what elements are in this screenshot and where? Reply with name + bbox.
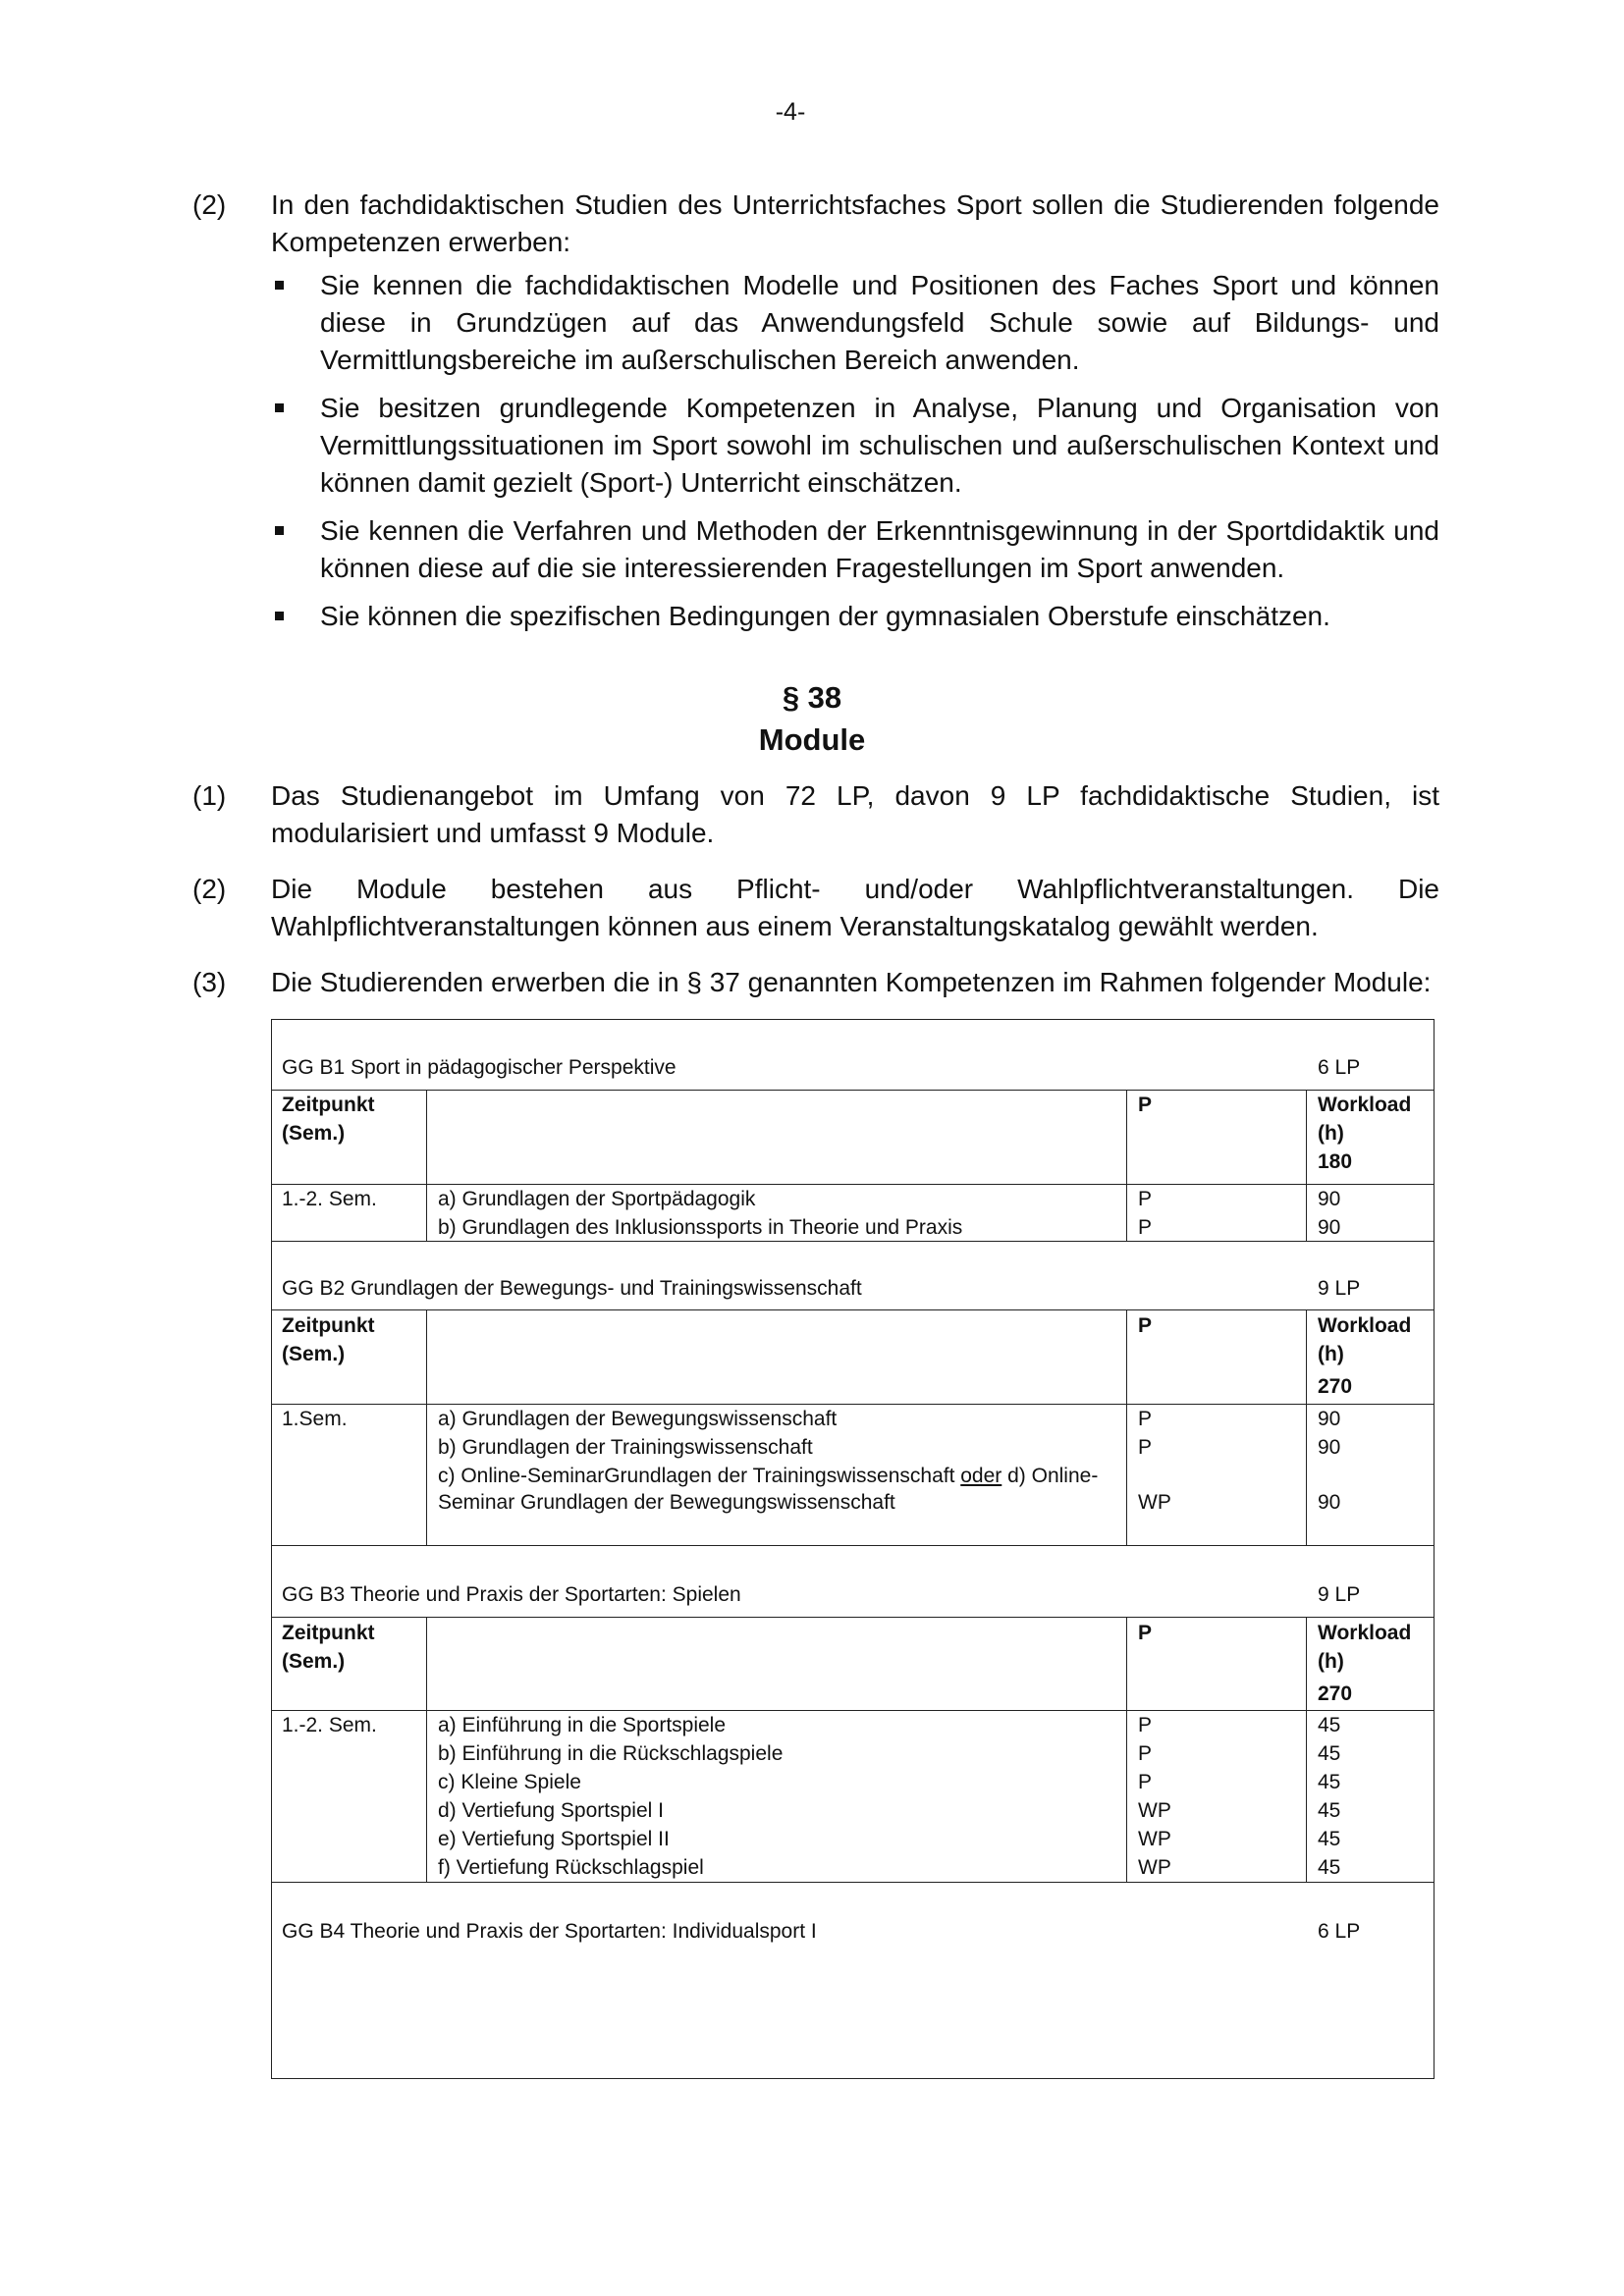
module-title: GG B3 Theorie und Praxis der Sportarten: Spielen <box>282 1583 741 1606</box>
list-item <box>271 512 1439 587</box>
divider <box>1306 1309 1307 1545</box>
hours-cell: 45 <box>1318 1856 1341 1879</box>
hours-cell: 45 <box>1318 1799 1341 1822</box>
divider <box>426 1090 427 1241</box>
paragraph-3 <box>192 964 1439 1001</box>
divider <box>1306 1617 1307 1829</box>
type-cell: P <box>1138 1771 1153 1793</box>
divider <box>1306 1090 1307 1241</box>
header-zeitpunkt: Zeitpunkt <box>282 1314 375 1337</box>
type-cell: WP <box>1138 1491 1171 1514</box>
workload-total: 270 <box>1318 1375 1353 1398</box>
paragraph-text: Die Studierenden erwerben die in § 37 genannten Kompetenzen im Rahmen folgender Module: <box>271 967 1432 997</box>
bullet-square-icon <box>275 612 284 620</box>
header-semester: (Sem.) <box>282 1343 346 1365</box>
course-cell: c) Kleine Spiele <box>438 1771 581 1793</box>
type-cell: P <box>1138 1742 1153 1765</box>
header-p: P <box>1138 1094 1153 1116</box>
divider <box>1306 1829 1307 1882</box>
workload-total: 270 <box>1318 1682 1353 1705</box>
course-cell: e) Vertiefung Sportspiel II <box>438 1828 670 1850</box>
module-credits: 6 LP <box>1318 1056 1361 1079</box>
hours-cell: 45 <box>1318 1828 1341 1850</box>
paragraph-number: (2) <box>192 189 227 220</box>
type-cell: WP <box>1138 1856 1171 1879</box>
hours-cell: 90 <box>1318 1408 1341 1430</box>
course-cell: f) Vertiefung Rückschlagspiel <box>438 1856 704 1879</box>
paragraph-intro: In den fachdidaktischen Studien des Unterrichtsfaches Sport sollen die Studierenden folgende Kompetenzen erwerben: <box>271 189 1439 257</box>
type-cell: P <box>1138 1408 1153 1430</box>
module-credits: 6 LP <box>1318 1920 1361 1943</box>
course-cell: Seminar Grundlagen der Bewegungswissenschaft <box>438 1491 895 1514</box>
module-table <box>271 1019 1435 2079</box>
divider <box>272 1617 1434 1618</box>
header-hours: (h) <box>1318 1343 1344 1365</box>
list-item-text: Sie können die spezifischen Bedingungen der gymnasialen Oberstufe einschätzen. <box>320 601 1330 631</box>
hours-cell: 45 <box>1318 1714 1341 1736</box>
bullet-square-icon <box>275 281 284 290</box>
course-cell: d) Vertiefung Sportspiel I <box>438 1799 664 1822</box>
divider <box>272 1882 1434 1883</box>
type-cell: WP <box>1138 1799 1171 1822</box>
course-text: c) Online-SeminarGrundlagen der Trainingswissenschaft <box>438 1465 961 1487</box>
paragraph-text: Die Module bestehen aus Pflicht- und/oder Wahlpflichtveranstaltungen. Die Wahlpflichtveranstaltungen können aus einem Veranstaltungskatalog gewählt werden. <box>271 874 1439 941</box>
course-cell: b) Einführung in die Rückschlagspiele <box>438 1742 784 1765</box>
divider <box>272 1090 1434 1091</box>
course-text: d) Online- <box>1001 1465 1099 1487</box>
paragraph-1 <box>192 777 1439 852</box>
course-text-oder: oder <box>960 1465 1002 1487</box>
module-credits: 9 LP <box>1318 1583 1361 1606</box>
workload-total: 180 <box>1318 1150 1353 1173</box>
course-cell: a) Grundlagen der Sportpädagogik <box>438 1188 756 1210</box>
bullet-square-icon <box>275 403 284 412</box>
semester-cell: 1.-2. Sem. <box>282 1188 377 1210</box>
type-cell: P <box>1138 1436 1153 1459</box>
course-cell: b) Grundlagen der Trainingswissenschaft <box>438 1436 813 1459</box>
divider <box>426 1829 427 1882</box>
paragraph-number: (2) <box>192 874 227 904</box>
bullet-square-icon <box>275 526 284 535</box>
list-item-text: Sie kennen die Verfahren und Methoden der Erkenntnisgewinnung in der Sportdidaktik und können diese auf die sie interessierenden Fragestellungen im Sport anwenden. <box>320 515 1439 583</box>
type-cell: P <box>1138 1188 1153 1210</box>
module-title: GG B2 Grundlagen der Bewegungs- und Trainingswissenschaft <box>282 1277 862 1300</box>
module-credits: 9 LP <box>1318 1277 1361 1300</box>
divider <box>272 1241 1434 1242</box>
list-item-text: Sie besitzen grundlegende Kompetenzen in Analyse, Planung und Organisation von Vermittlungssituationen im Sport sowohl im schulischen und außerschulischen Kontext und können damit gezielt (Sport-) Unterricht einschätzen. <box>320 393 1439 498</box>
divider <box>1126 1090 1127 1241</box>
header-workload: Workload <box>1318 1622 1412 1644</box>
hours-cell: 90 <box>1318 1216 1341 1239</box>
header-workload: Workload <box>1318 1314 1412 1337</box>
hours-cell: 45 <box>1318 1771 1341 1793</box>
paragraph-number: (1) <box>192 780 227 811</box>
module-title: GG B1 Sport in pädagogischer Perspektive <box>282 1056 677 1079</box>
course-cell: a) Grundlagen der Bewegungswissenschaft <box>438 1408 838 1430</box>
list-item <box>271 390 1439 502</box>
semester-cell: 1.-2. Sem. <box>282 1714 377 1736</box>
type-cell: WP <box>1138 1828 1171 1850</box>
section-title: Module <box>758 722 866 757</box>
page-number: -4- <box>775 98 806 126</box>
hours-cell: 45 <box>1318 1742 1341 1765</box>
type-cell: P <box>1138 1714 1153 1736</box>
course-cell: b) Grundlagen des Inklusionssports in Theorie und Praxis <box>438 1216 963 1239</box>
competence-list <box>271 267 1439 635</box>
divider <box>1126 1309 1127 1545</box>
section-number: § 38 <box>782 680 842 715</box>
header-hours: (h) <box>1318 1122 1344 1145</box>
header-semester: (Sem.) <box>282 1650 346 1673</box>
divider <box>426 1617 427 1829</box>
header-p: P <box>1138 1314 1153 1337</box>
type-cell: P <box>1138 1216 1153 1239</box>
paragraph-number: (3) <box>192 967 227 997</box>
competences-paragraph <box>192 187 1439 646</box>
header-semester: (Sem.) <box>282 1122 346 1145</box>
list-item <box>271 267 1439 379</box>
divider <box>1126 1829 1127 1882</box>
divider <box>272 1545 1434 1546</box>
paragraph-text: Das Studienangebot im Umfang von 72 LP, davon 9 LP fachdidaktische Studien, ist modularisiert und umfasst 9 Module. <box>271 780 1439 848</box>
list-item-text: Sie kennen die fachdidaktischen Modelle und Positionen des Faches Sport und können diese in Grundzügen auf das Anwendungsfeld Schule sowie auf Bildungs- und Vermittlungsbereiche im außerschulischen Bereich anwenden. <box>320 270 1439 375</box>
header-zeitpunkt: Zeitpunkt <box>282 1094 375 1116</box>
header-p: P <box>1138 1622 1153 1644</box>
semester-cell: 1.Sem. <box>282 1408 348 1430</box>
divider <box>272 1309 1434 1310</box>
course-cell: a) Einführung in die Sportspiele <box>438 1714 727 1736</box>
header-workload: Workload <box>1318 1094 1412 1116</box>
list-item <box>271 598 1439 635</box>
divider <box>426 1309 427 1545</box>
header-zeitpunkt: Zeitpunkt <box>282 1622 375 1644</box>
header-hours: (h) <box>1318 1650 1344 1673</box>
course-cell <box>438 1462 1098 1490</box>
hours-cell: 90 <box>1318 1188 1341 1210</box>
hours-cell: 90 <box>1318 1436 1341 1459</box>
hours-cell: 90 <box>1318 1491 1341 1514</box>
paragraph-2 <box>192 871 1439 945</box>
divider <box>1126 1617 1127 1829</box>
module-title: GG B4 Theorie und Praxis der Sportarten: Individualsport I <box>282 1920 817 1943</box>
